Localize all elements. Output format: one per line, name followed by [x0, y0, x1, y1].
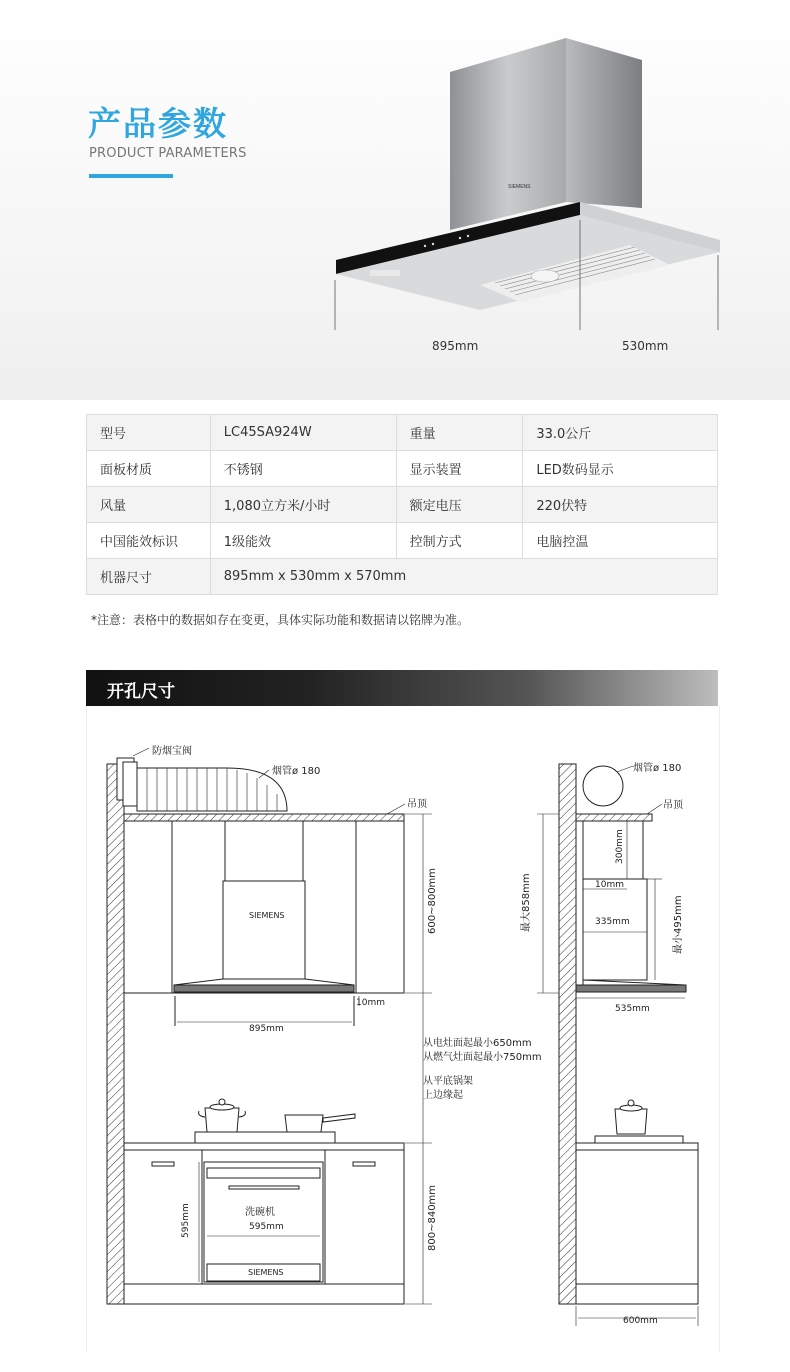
side-cabinet-depth-label: 600mm [623, 1316, 658, 1326]
spec-value: 1,080立方米/小时 [210, 487, 396, 523]
clearance-note-2: 从燃气灶面起最小750mm [423, 1052, 542, 1063]
spec-value: 电脑控温 [523, 523, 718, 559]
dishwasher-label: 洗碗机 [245, 1207, 275, 1218]
cabinet-height-label: 800~840mm [427, 1184, 438, 1251]
spec-value: LED数码显示 [523, 451, 718, 487]
dishwasher-width-label: 595mm [249, 1222, 284, 1232]
side-top-label: 300mm [615, 829, 625, 864]
spec-value: LC45SA924W [210, 415, 396, 451]
spec-label: 机器尺寸 [87, 559, 211, 595]
hood-width-label: 895mm [432, 339, 479, 353]
pipe-label: 烟管ø 180 [272, 766, 321, 777]
valve-label: 防烟宝阀 [152, 746, 192, 757]
hood-brand-label: SIEMENS [249, 911, 285, 920]
side-pipe-label: 烟管ø 180 [633, 763, 682, 774]
spec-label: 面板材质 [87, 451, 211, 487]
side-min-label: 最小495mm [673, 895, 684, 954]
install-section-title: 开孔尺寸 [107, 682, 175, 702]
page-title: 产品参数 [88, 104, 228, 143]
spec-table [86, 414, 718, 595]
spec-value: 不锈钢 [210, 451, 396, 487]
spec-value: 33.0公斤 [523, 415, 718, 451]
hood-height-label: 600~800mm [427, 867, 438, 934]
spec-value: 220伏特 [523, 487, 718, 523]
clearance-note-4: 上边缘起 [423, 1090, 463, 1101]
side-ceiling-label: 吊顶 [663, 800, 683, 811]
hood-depth-label: 530mm [622, 339, 669, 353]
table-row [87, 451, 718, 487]
side-max-label: 最大858mm [521, 873, 532, 932]
range-hood-image [330, 30, 730, 330]
side-gap-label: 10mm [595, 880, 624, 890]
spec-label: 重量 [396, 415, 523, 451]
table-row [87, 559, 718, 595]
install-section-header [86, 670, 718, 706]
hood-brand: SIEMENS [508, 184, 531, 190]
title-underline [89, 174, 173, 178]
installation-drawing [86, 706, 720, 1352]
dishwasher-brand-label: SIEMENS [248, 1268, 284, 1277]
dishwasher-height-label: 595mm [181, 1203, 191, 1238]
ceiling-label: 吊顶 [407, 799, 427, 810]
side-hood-depth-label: 535mm [615, 1004, 650, 1014]
installation-diagram [87, 706, 719, 1352]
hood-width-dim: 895mm [249, 1024, 284, 1034]
spec-value: 1级能效 [210, 523, 396, 559]
spec-label: 中国能效标识 [87, 523, 211, 559]
spec-label: 显示装置 [396, 451, 523, 487]
clearance-note-3: 从平底锅架 [423, 1076, 473, 1087]
spec-label: 型号 [87, 415, 211, 451]
table-row [87, 523, 718, 559]
clearance-note-1: 从电灶面起最小650mm [423, 1038, 532, 1049]
side-depth-label: 335mm [595, 917, 630, 927]
spec-note: *注意：表格中的数据如存在变更，具体实际功能和数据请以铭牌为准。 [91, 613, 470, 627]
spec-label: 控制方式 [396, 523, 523, 559]
spec-label: 风量 [87, 487, 211, 523]
spec-value: 895mm x 530mm x 570mm [210, 559, 717, 595]
hood-gap-label: 10mm [356, 998, 385, 1008]
page-subtitle: PRODUCT PARAMETERS [89, 146, 247, 161]
table-row [87, 487, 718, 523]
spec-label: 额定电压 [396, 487, 523, 523]
table-row [87, 415, 718, 451]
